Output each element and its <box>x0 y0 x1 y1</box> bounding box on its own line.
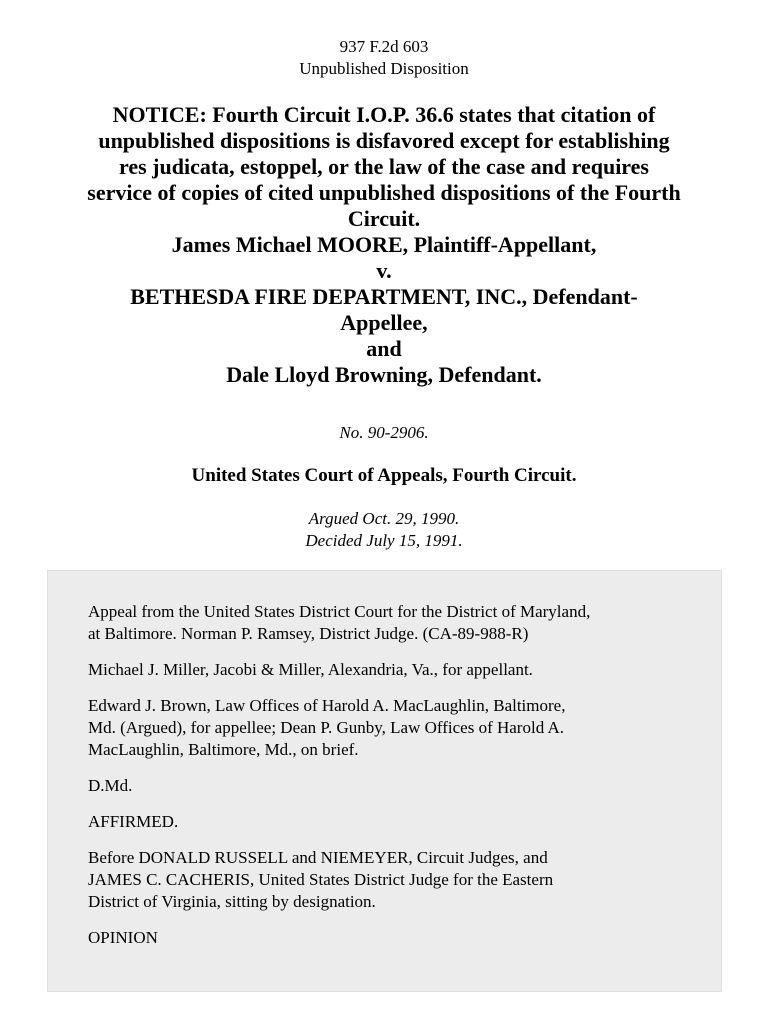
district-text: D.Md. <box>88 776 133 795</box>
appeal-paragraph <box>88 601 688 645</box>
appellee-line: Edward J. Brown, Law Offices of Harold A. MacLaughlin, Baltimore, <box>88 696 566 715</box>
notice-line: res judicata, estoppel, or the law of the case and requires <box>118 154 649 179</box>
judges-line: JAMES C. CACHERIS, United States District Judge for the Eastern <box>88 870 554 889</box>
result-text: AFFIRMED. <box>88 812 179 831</box>
district-code <box>88 775 688 797</box>
docket-number: No. 90-2906. <box>339 423 429 442</box>
decided-date: Decided July 15, 1991. <box>305 531 463 550</box>
citation: 937 F.2d 603 <box>339 37 429 56</box>
case-details-panel <box>47 570 722 992</box>
case-caption <box>40 102 728 388</box>
appellant-counsel <box>88 659 688 681</box>
judges-line: District of Virginia, sitting by designation. <box>88 892 376 911</box>
disposition-result <box>88 811 688 833</box>
case-dates <box>0 508 768 552</box>
citation-header <box>0 36 768 80</box>
defendant-line: Appellee, <box>340 310 428 335</box>
judges-paragraph <box>88 847 688 913</box>
appellee-line: MacLaughlin, Baltimore, Md., on brief. <box>88 740 359 759</box>
appeal-line: at Baltimore. Norman P. Ramsey, District Judge. (CA-89-988-R) <box>88 624 529 643</box>
court-name: United States Court of Appeals, Fourth Circuit. <box>191 465 577 486</box>
notice-line: unpublished dispositions is disfavored except for establishing <box>98 128 670 153</box>
opinion-heading <box>88 927 688 949</box>
notice-line: Circuit. <box>347 206 421 231</box>
versus-line: v. <box>376 258 392 283</box>
and-line: and <box>366 336 402 361</box>
appellee-line: Md. (Argued), for appellee; Dean P. Gunby, Law Offices of Harold A. <box>88 718 565 737</box>
appeal-line: Appeal from the United States District Court for the District of Maryland, <box>88 602 591 621</box>
notice-line: NOTICE: Fourth Circuit I.O.P. 36.6 states that citation of <box>112 102 656 127</box>
case-details-content <box>88 601 688 963</box>
judges-line: Before DONALD RUSSELL and NIEMEYER, Circuit Judges, and <box>88 848 548 867</box>
plaintiff-line: James Michael MOORE, Plaintiff-Appellant, <box>171 232 597 257</box>
appellant-counsel-text: Michael J. Miller, Jacobi & Miller, Alexandria, Va., for appellant. <box>88 660 533 679</box>
notice-line: service of copies of cited unpublished dispositions of the Fourth <box>87 180 681 205</box>
argued-date: Argued Oct. 29, 1990. <box>308 509 460 528</box>
disposition-label: Unpublished Disposition <box>299 59 469 78</box>
opinion-text: OPINION <box>88 928 158 947</box>
defendant-line: Dale Lloyd Browning, Defendant. <box>226 362 542 387</box>
defendant-line: BETHESDA FIRE DEPARTMENT, INC., Defendant- <box>130 284 638 309</box>
appellee-counsel <box>88 695 688 761</box>
